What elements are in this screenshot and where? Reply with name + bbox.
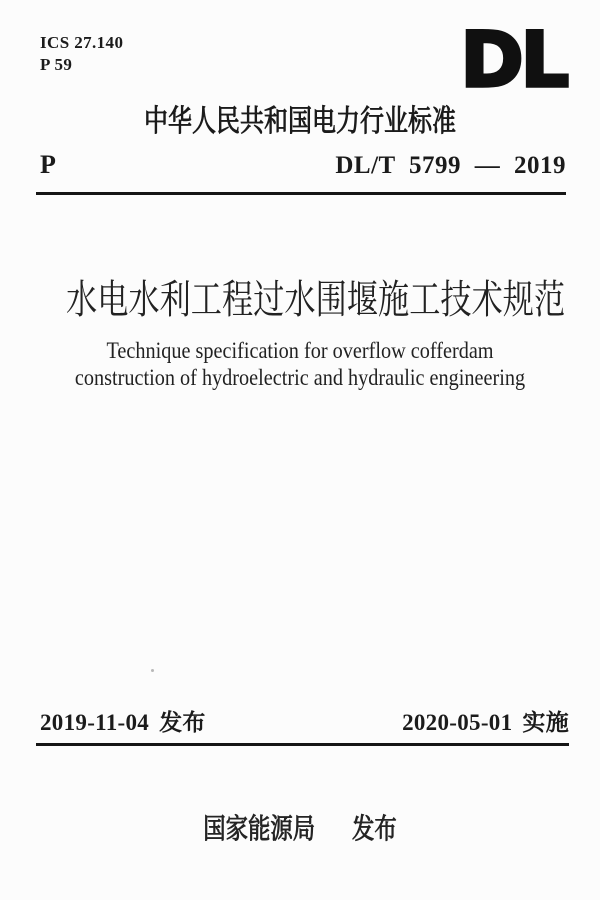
standard-caption: 中华人民共和国电力行业标准 [144, 105, 456, 138]
dl-logo: DL [460, 15, 566, 104]
implement-date: 2020-05-01 [402, 710, 513, 735]
implement-date-group [402, 704, 569, 737]
ics-code: ICS 27.140 [40, 33, 124, 52]
publisher-line [60, 812, 540, 846]
title-chinese: 水电水利工程过水围堰施工技术规范 [66, 277, 566, 322]
doc-class-code: P 59 [40, 55, 73, 74]
prefix-letter: P [40, 150, 56, 179]
issue-date: 2019-11-04 [40, 710, 150, 735]
title-english-line1: Technique specification for overflow cofferdam [106, 338, 494, 363]
implement-label: 实施 [522, 709, 569, 735]
issue-label: 发布 [159, 709, 206, 735]
publisher-action: 发布 [352, 813, 397, 844]
publisher-name: 国家能源局 [203, 813, 316, 844]
date-row [40, 704, 569, 737]
code-row [40, 150, 566, 180]
title-english-line2: construction of hydroelectric and hydraulic engineering [74, 365, 526, 390]
scan-speck [151, 669, 154, 672]
top-rule [36, 192, 566, 195]
issue-date-group [40, 704, 206, 737]
ics-block [40, 32, 123, 76]
title-english [36, 337, 564, 391]
standard-number: DL/T 5799 — 2019 [335, 152, 566, 179]
bottom-rule [36, 743, 569, 746]
